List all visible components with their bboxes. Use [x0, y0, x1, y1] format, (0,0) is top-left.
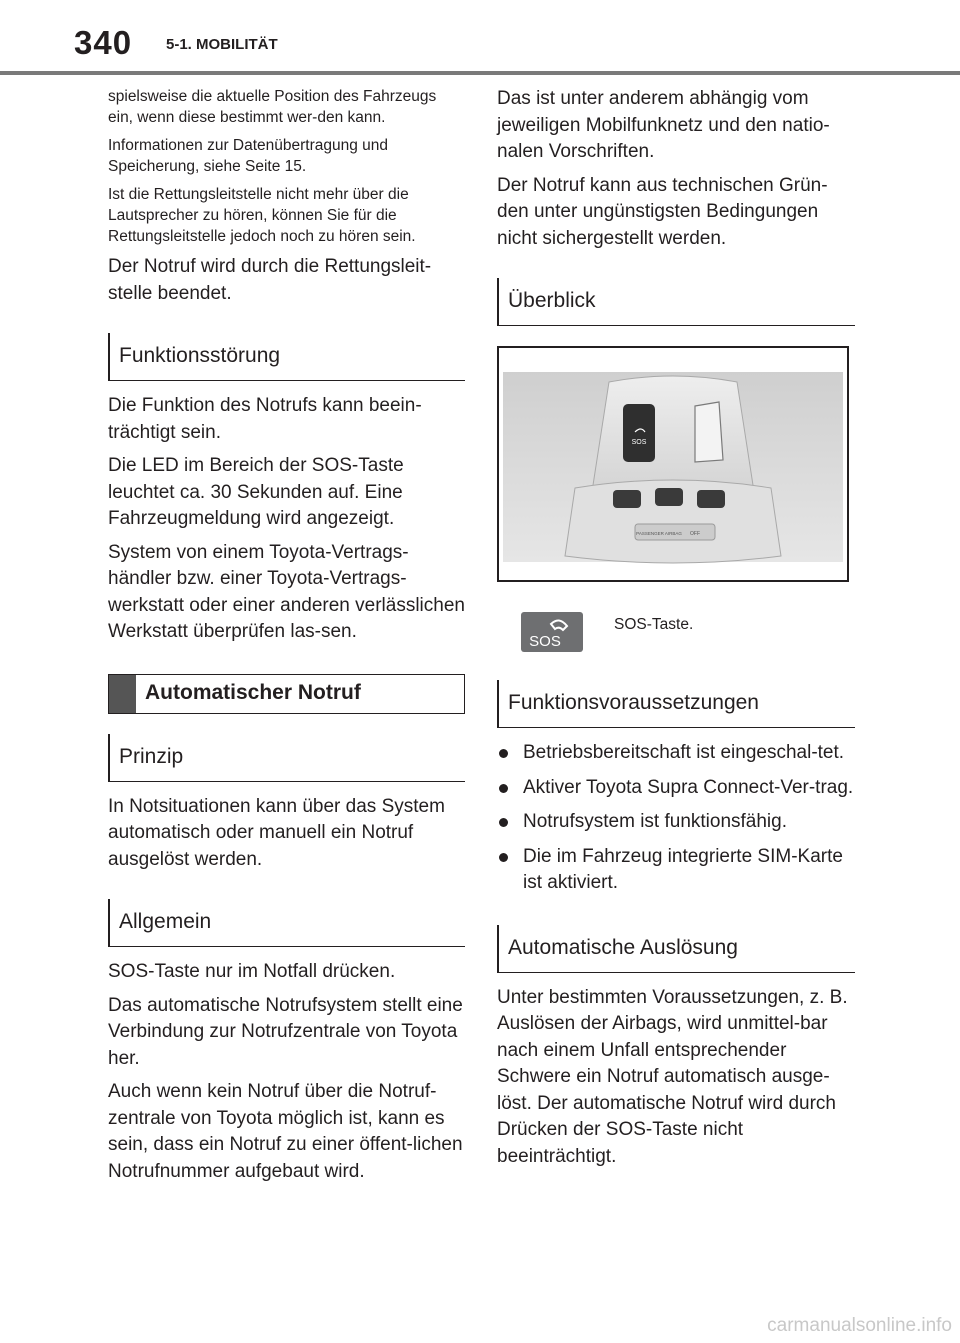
paragraph: Der Notruf wird durch die Rettungsleit-stelle beendet. — [108, 256, 432, 304]
page-header — [0, 0, 960, 76]
paragraph: System von einem Toyota-Vertrags-händler bzw. einer Toyota-Vertrags-werkstatt oder einer anderen verlässlichen Werkstatt überprüfen las-sen. — [108, 541, 465, 642]
paragraph: Das ist unter anderem abhängig vom jeweiligen Mobilfunknetz und den natio-nalen Vorschriften. — [497, 88, 830, 162]
paragraph: Informationen zur Datenübertragung und Speicherung, siehe Seite 15. — [108, 137, 389, 175]
heading-bar — [109, 675, 136, 713]
heading-ueberblick: Überblick — [497, 278, 855, 326]
light-lens — [695, 402, 723, 462]
paragraph: spielsweise die aktuelle Position des Fahrzeugs ein, wenn diese bestimmt wer-den kann. — [108, 88, 437, 126]
paragraph: Auch wenn kein Notruf über die Notruf-zentrale von Toyota möglich ist, kann es sein, dass ein Notruf zu einer öffent-lichen Notrufnummer aufgebaut wird. — [108, 1081, 463, 1182]
sos-button-label: SOS — [631, 439, 647, 446]
roof-button-right[interactable] — [697, 490, 725, 508]
roof-button-left[interactable] — [613, 490, 641, 508]
sos-button[interactable] — [623, 404, 655, 462]
heading-automatische-ausloesung: Automatische Auslösung — [497, 925, 855, 973]
list-item: Betriebsbereitschaft ist eingeschal-tet. — [497, 740, 855, 767]
heading-prinzip: Prinzip — [108, 734, 465, 782]
legend-text: SOS-Taste. — [614, 616, 694, 633]
roof-button-middle[interactable] — [655, 488, 683, 506]
list-item: Aktiver Toyota Supra Connect-Ver-trag. — [497, 775, 855, 802]
heading-allgemein: Allgemein — [108, 899, 465, 947]
left-column — [108, 86, 465, 1192]
header-rule — [0, 71, 960, 75]
sos-icon — [521, 612, 583, 652]
paragraph: In Notsituationen kann über das System automatisch oder manuell ein Notruf ausgelöst werden. — [108, 795, 445, 870]
heading-automatischer-notruf — [108, 674, 465, 714]
list-item: Notrufsystem ist funktionsfähig. — [497, 809, 855, 836]
page-number: 340 — [74, 24, 133, 61]
heading-funktionsstoerung: Funktionsstörung — [108, 333, 465, 381]
requirements-list — [497, 740, 855, 897]
paragraph: Das automatische Notrufsystem stellt eine Verbindung zur Notrufzentrale von Toyota her. — [108, 994, 463, 1069]
sos-icon-label: SOS — [529, 633, 561, 650]
right-column — [497, 86, 855, 1177]
section-title: 5-1. MOBILITÄT — [166, 36, 278, 53]
paragraph: Der Notruf kann aus technischen Grün-den unter ungünstigsten Bedingungen nicht sichergestellt werden. — [497, 174, 828, 249]
overhead-console-figure — [497, 346, 849, 582]
paragraph: Die Funktion des Notrufs kann beein-trächtigt sein. — [108, 395, 422, 443]
watermark: carmanualsonline.info — [767, 1315, 952, 1336]
heading-text: Automatischer Notruf — [145, 680, 361, 704]
paragraph: Die LED im Bereich der SOS-Taste leuchtet ca. 30 Sekunden auf. Eine Fahrzeugmeldung wird angezeigt. — [108, 455, 404, 529]
paragraph: SOS-Taste nur im Notfall drücken. — [108, 961, 396, 982]
legend-row — [497, 612, 855, 652]
airbag-label: PASSENGER AIRBAG — [636, 531, 682, 536]
list-item: Die im Fahrzeug integrierte SIM-Karte ist aktiviert. — [497, 844, 855, 897]
paragraph: Unter bestimmten Voraussetzungen, z. B. Auslösen der Airbags, wird unmittel-bar nach einem Unfall entsprechender Schwere ein Notruf automatisch ausge-löst. Der automatische Notruf wird durch Drücken der SOS-Taste nicht beeinträchtigt. — [497, 986, 848, 1167]
overhead-console-illustration — [499, 348, 847, 580]
heading-funktionsvoraussetzungen: Funktionsvoraussetzungen — [497, 680, 855, 728]
paragraph: Ist die Rettungsleitstelle nicht mehr über die Lautsprecher zu hören, können Sie für die Rettungsleitstelle jedoch noch zu hören sein. — [108, 186, 416, 245]
off-label: OFF — [690, 531, 700, 537]
